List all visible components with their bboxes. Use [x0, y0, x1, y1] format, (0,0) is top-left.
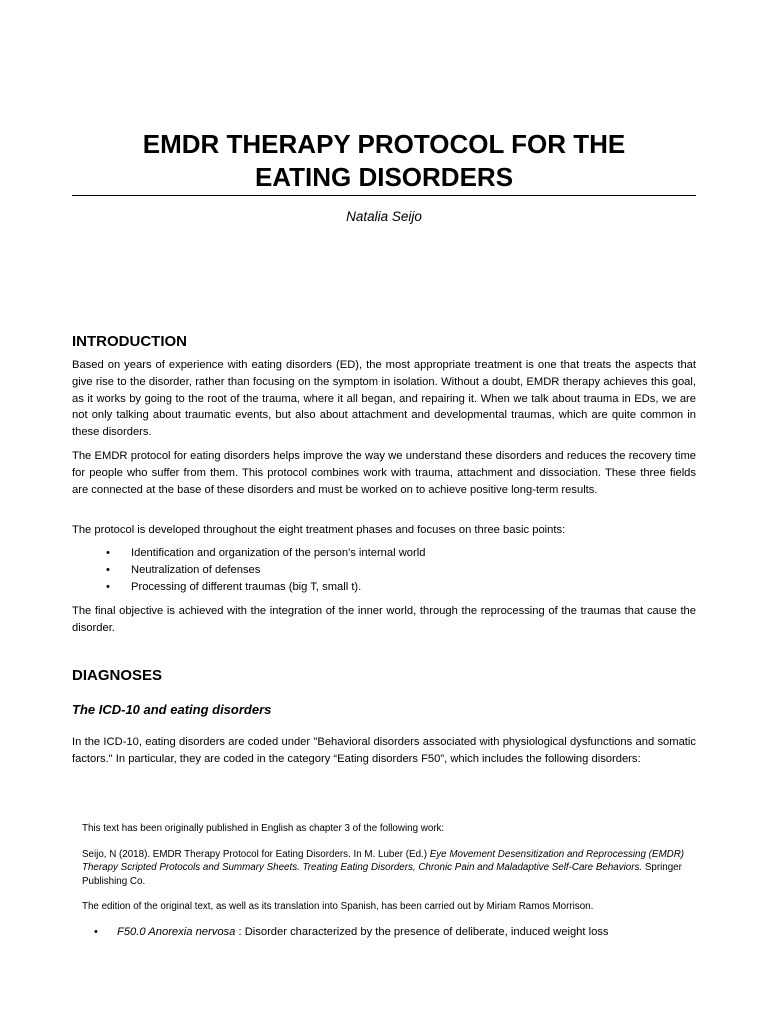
diagnoses-heading: DIAGNOSES: [72, 667, 163, 684]
list-item: [72, 545, 696, 562]
citation-publisher: Springer Publishing Co.: [82, 862, 682, 887]
introduction-heading: INTRODUCTION: [72, 333, 187, 350]
bullet-text: Processing of different traumas (big T, small t).: [131, 581, 362, 593]
bullet-icon: •: [94, 926, 98, 938]
list-item: [72, 579, 696, 596]
list-item: [72, 562, 696, 579]
document-title: [72, 128, 696, 194]
footnote-translation: The edition of the original text, as well as its translation into Spanish, has been carried out by Miriam Ramos Morrison.: [82, 901, 594, 912]
intro-bullet-list: [72, 545, 696, 596]
title-line-1: EMDR THERAPY PROTOCOL FOR THE: [142, 129, 626, 159]
bullet-icon: •: [106, 581, 110, 593]
intro-paragraph-2: The EMDR protocol for eating disorders helps improve the way we understand these disorders and reduces the recovery time for people who suffer from them. This protocol combines work with trauma, attachment and dissociation. These three fields are connected at the base of these disorders and must be worked on to achieve positive long-term results.: [72, 450, 696, 496]
title-divider: [72, 195, 696, 196]
icd10-subheading: The ICD-10 and eating disorders: [72, 702, 272, 717]
disorder-list-item: [94, 926, 609, 938]
diagnoses-paragraph-1: In the ICD-10, eating disorders are coded under "Behavioral disorders associated with physiological dysfunctions and somatic factors." In particular, they are coded in the category “Eating disorders F50”, which includes the following disorders:: [72, 736, 696, 765]
intro-paragraph-4: The final objective is achieved with the integration of the inner world, through the reprocessing of the traumas that cause the disorder.: [72, 605, 696, 634]
author-name: Natalia Seijo: [346, 209, 422, 224]
disorder-code: F50.0 Anorexia nervosa: [117, 926, 236, 938]
bullet-icon: •: [106, 564, 110, 576]
footnote-origin: This text has been originally published in English as chapter 3 of the following work:: [82, 823, 445, 834]
bullet-text: Identification and organization of the person's internal world: [131, 547, 426, 559]
bullet-text: Neutralization of defenses: [131, 564, 261, 576]
citation-book-title: Eye Movement Desensitization and Reprocessing (EMDR) Therapy Scripted Protocols and Summary Sheets. Treating Eating Disorders, Chronic Pain and Maladaptive Self-Care Behaviors.: [82, 849, 685, 874]
footnote-citation: [82, 848, 696, 888]
intro-paragraph-1: Based on years of experience with eating disorders (ED), the most appropriate treatment is one that treats the aspects that give rise to the disorder, rather than focusing on the symptom in isolation. Without a doubt, EMDR therapy achieves this goal, as it works by going to the root of the trauma, where it all began, and repairing it. When we talk about trauma in EDs, we are not only talking about traumatic events, but also about attachment and developmental traumas, which are quite common in these disorders.: [72, 359, 696, 439]
title-line-2: EATING DISORDERS: [254, 162, 514, 192]
citation-authors: Seijo, N (2018). EMDR Therapy Protocol for Eating Disorders. In M. Luber (Ed.): [82, 849, 430, 860]
intro-paragraph-3: The protocol is developed throughout the eight treatment phases and focuses on three basic points:: [72, 524, 566, 536]
bullet-icon: •: [106, 547, 110, 559]
disorder-description: : Disorder characterized by the presence of deliberate, induced weight loss: [235, 926, 609, 938]
